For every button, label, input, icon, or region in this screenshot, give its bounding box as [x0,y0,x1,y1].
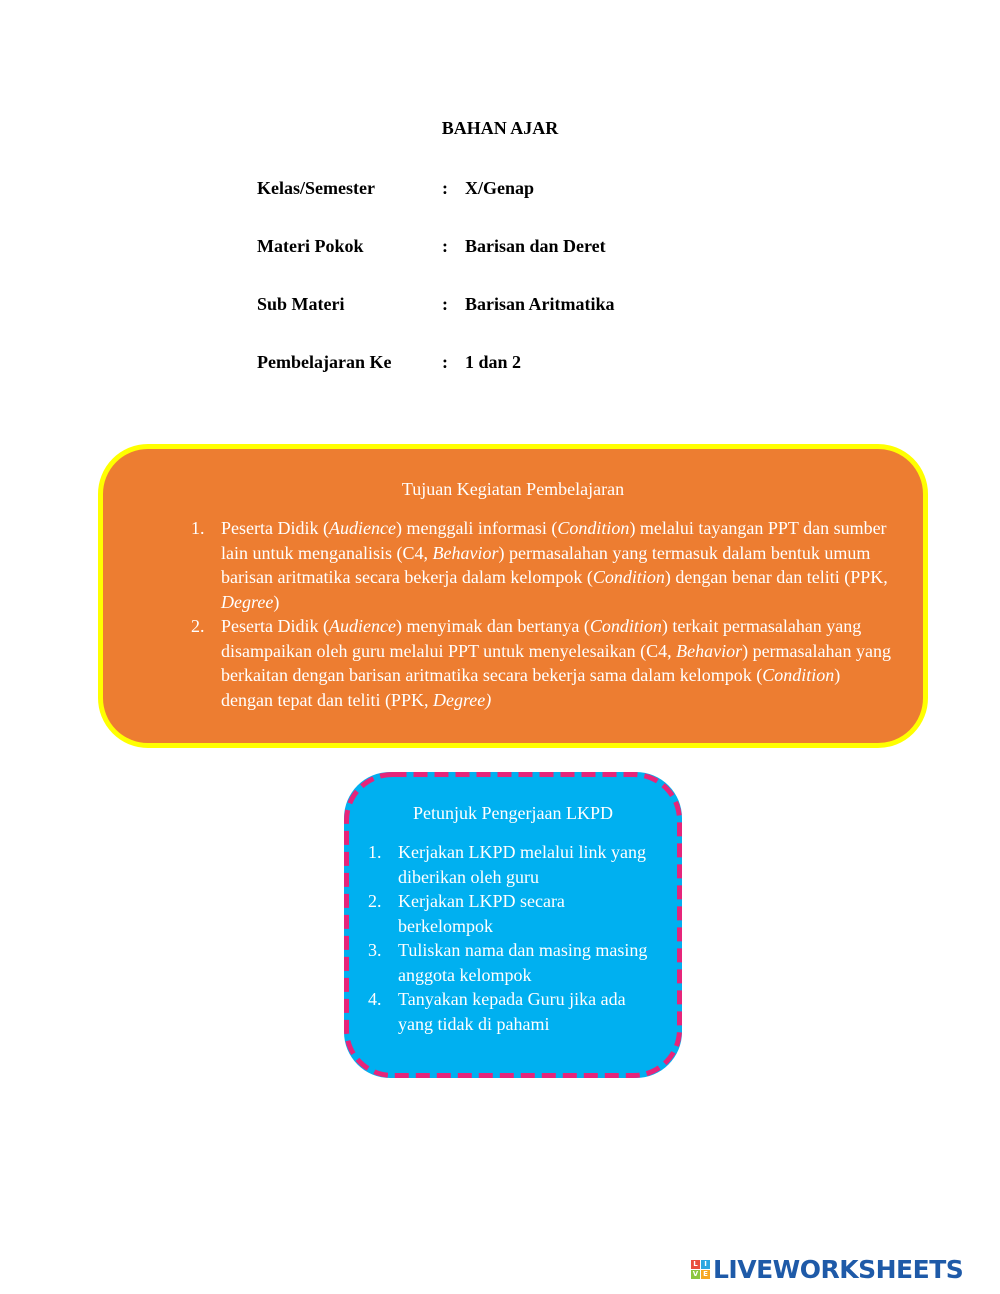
list-number: 1. [368,842,382,862]
info-label: Sub Materi [257,294,345,314]
info-colon: : [442,352,448,372]
info-value: 1 dan 2 [465,352,522,372]
list-number: 3. [368,940,382,960]
info-value: Barisan dan Deret [465,236,606,256]
tujuan-item: 1. Peserta Didik (Audience) menggali informasi (Condition) melalui tayangan PPT dan sumber lain untuk menganalisis (C4, Behavior) permasalahan yang termasuk dalam bentuk umum barisan aritmatika secara bekerja dalam kelompok (Condition) dengan benar dan teliti (PPK, Degree) [191,518,888,612]
petunjuk-text: Tuliskan nama dan masing masing anggota kelompok [398,940,648,985]
info-colon: : [442,236,448,256]
tujuan-item: 2. Peserta Didik (Audience) menyimak dan bertanya (Condition) terkait permasalahan yang disampaikan oleh guru melalui PPT untuk menyelesaikan (C4, Behavior) permasalahan yang berkaitan dengan barisan aritmatika secara bekerja sama dalam kelompok (Condition) dengan tepat dan teliti (PPK, Degree) [191,616,892,710]
petunjuk-text: Kerjakan LKPD secara berkelompok [398,891,565,936]
info-colon: : [442,178,448,198]
liveworksheets-logo-icon: L I V E [691,1260,710,1279]
petunjuk-title: Petunjuk Pengerjaan LKPD [413,803,613,823]
info-colon: : [442,294,448,314]
list-number: 2. [191,616,205,636]
info-value: X/Genap [465,178,535,198]
info-label: Kelas/Semester [257,178,375,198]
petunjuk-dashed-border [344,772,682,1078]
tujuan-box [98,444,928,748]
liveworksheets-brand[interactable] [691,1255,963,1283]
petunjuk-text: Kerjakan LKPD melalui link yang diberikan oleh guru [398,842,646,887]
info-label: Pembelajaran Ke [257,352,392,372]
petunjuk-text: Tanyakan kepada Guru jika ada yang tidak di pahami [398,989,626,1034]
list-number: 2. [368,891,382,911]
list-number: 4. [368,989,382,1009]
page-title: BAHAN AJAR [441,118,559,138]
info-label: Materi Pokok [257,236,364,256]
tujuan-title: Tujuan Kegiatan Pembelajaran [401,479,625,499]
tujuan-list [183,516,893,712]
info-value: Barisan Aritmatika [465,294,615,314]
brand-text: LIVEWORKSHEETS [713,1254,964,1284]
list-number: 1. [191,518,205,538]
